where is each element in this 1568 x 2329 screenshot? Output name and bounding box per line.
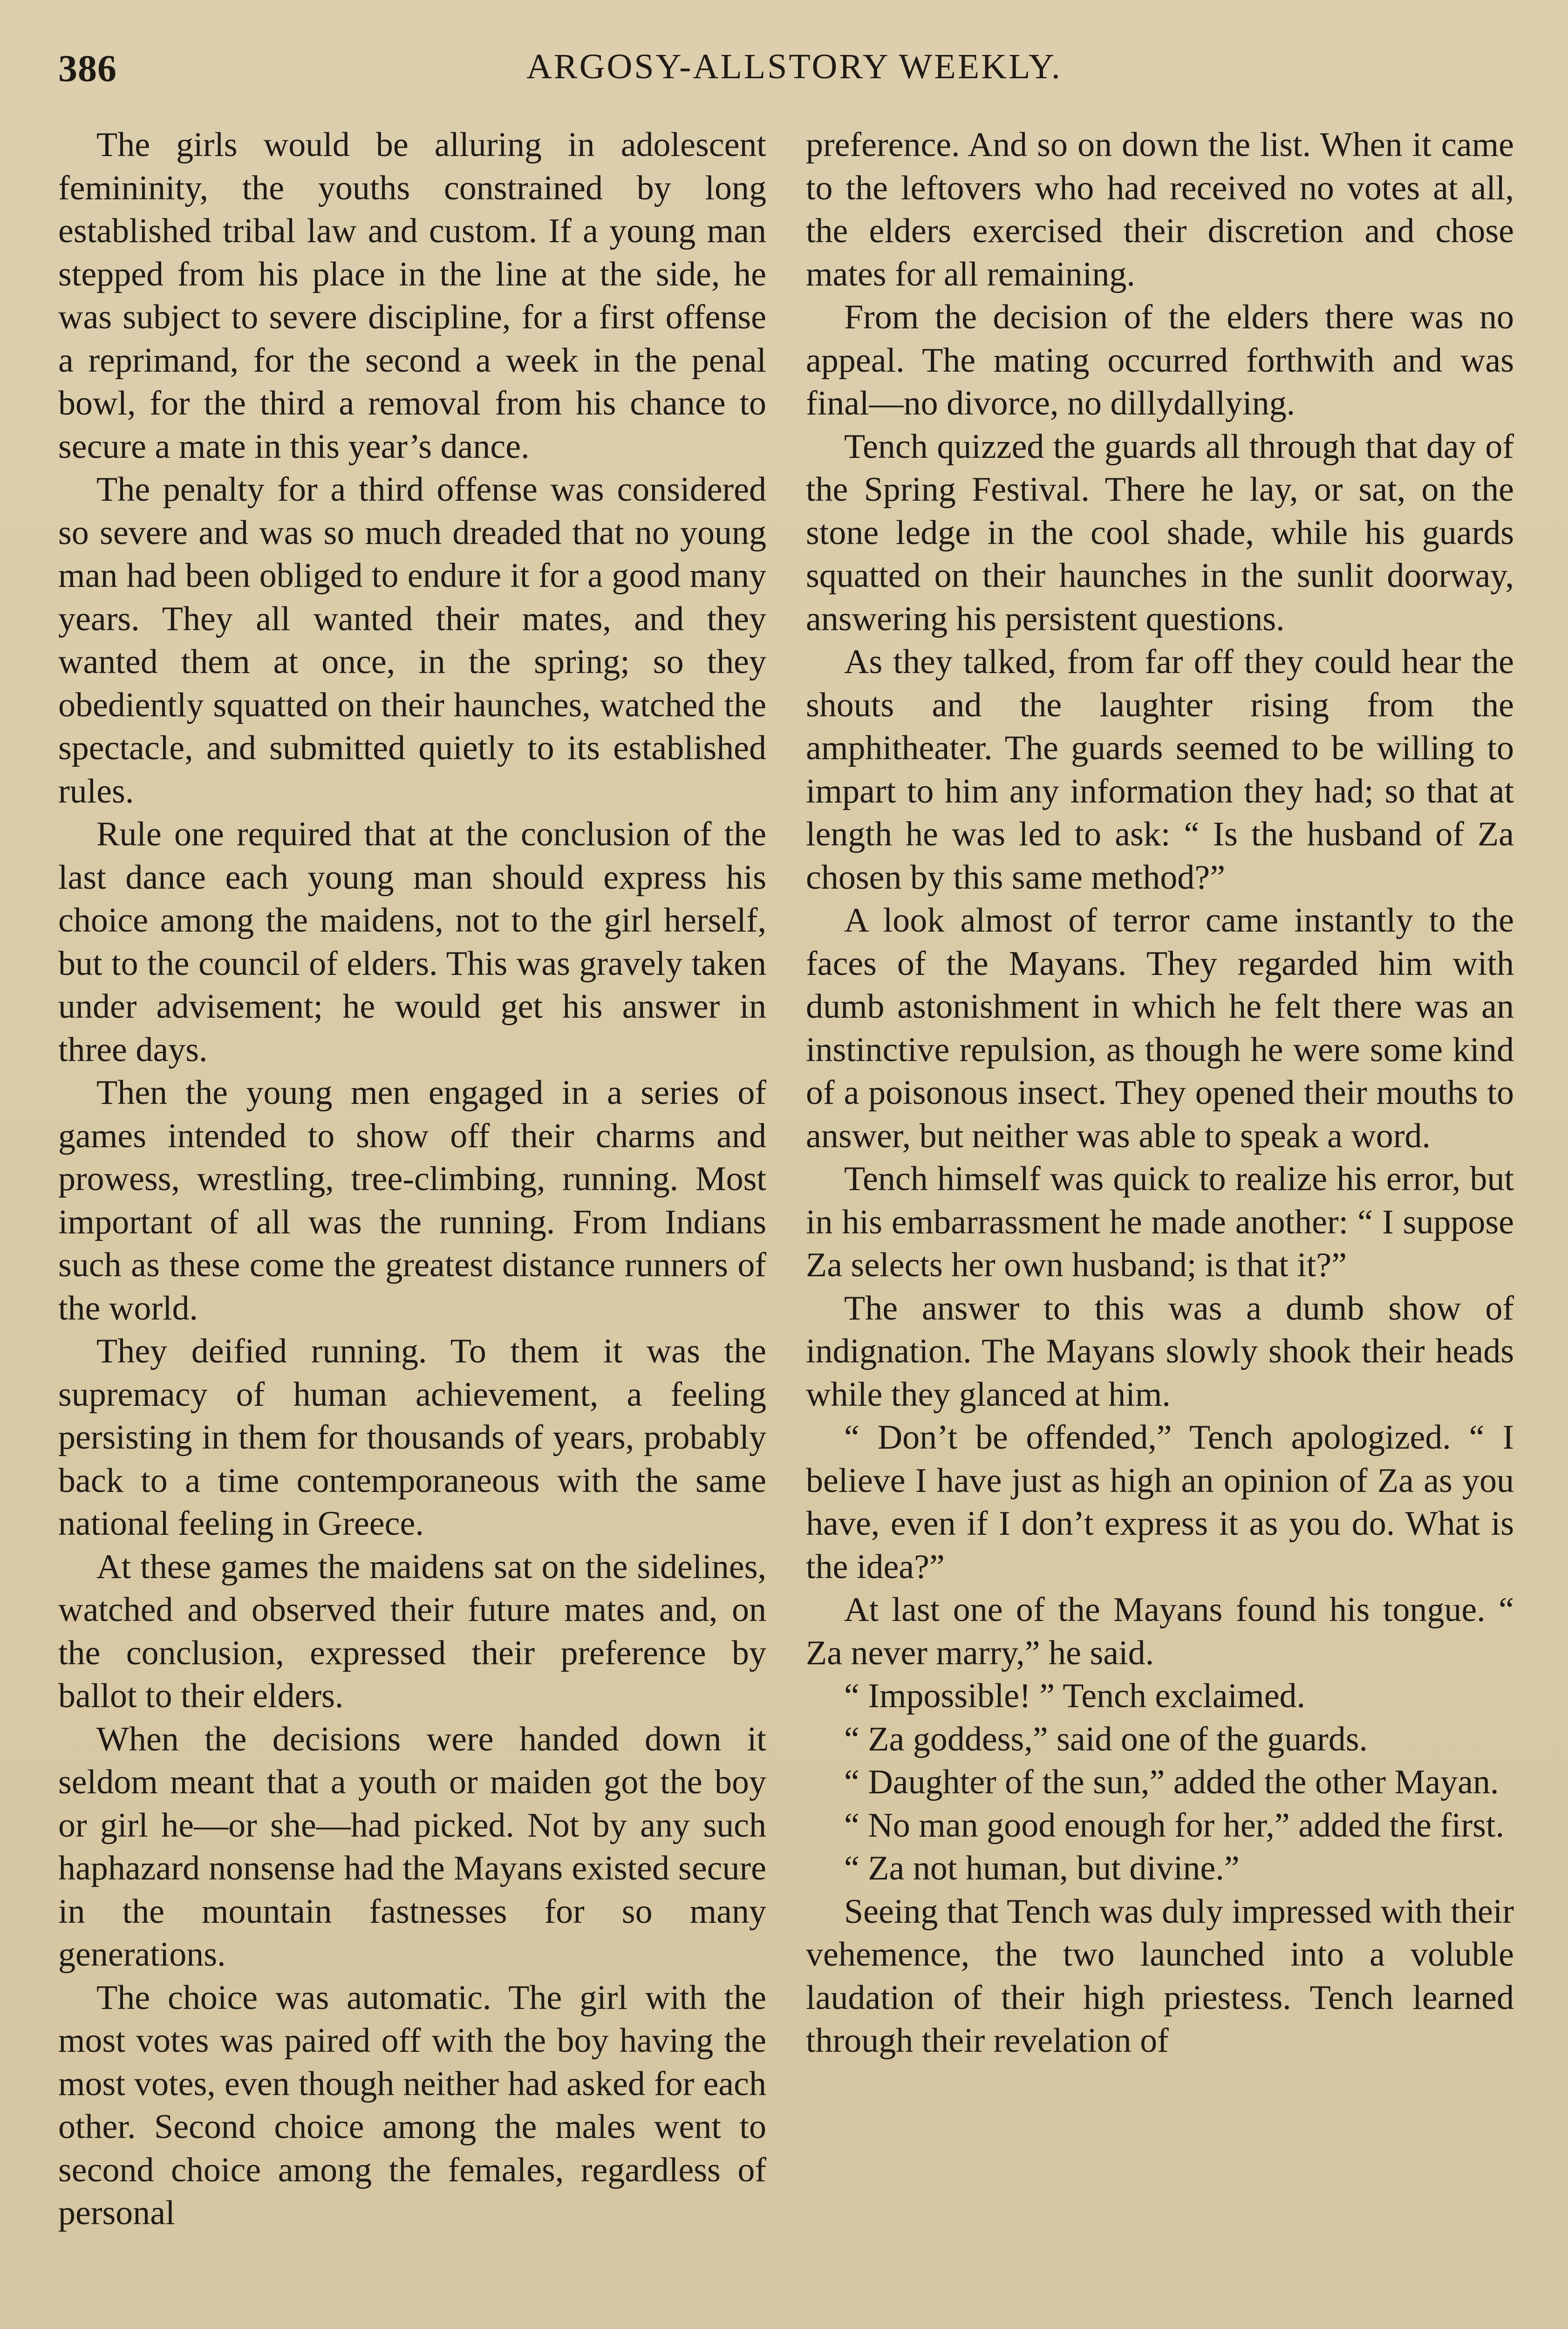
paragraph: “ Don’t be offended,” Tench apologized. “ I believe I have just as high an opinion of Za as you have, even if I don’t express it as you do. What is the idea?” — [806, 1418, 1514, 1586]
left-column — [58, 123, 766, 2329]
paragraph: Rule one required that at the conclusion of the last dance each young man should express his choice among the maidens, not to the girl herself, but to the council of elders. This was gravely taken under advisement; he would get his answer in three days. — [58, 815, 766, 1069]
right-column — [806, 123, 1514, 2329]
paragraph: Then the young men engaged in a series of games intended to show off their charms and prowess, wrestling, tree-climbing, running. Most important of all was the running. From Indians such as these come the greatest distance runners of the world. — [58, 1074, 766, 1328]
paragraph: When the decisions were handed down it seldom meant that a youth or maiden got the boy or girl he—or she—had picked. Not by any such haphazard nonsense had the Mayans existed secure in the mountain fastnesses for so many generations. — [58, 1720, 766, 1974]
paragraph: Tench quizzed the guards all through that day of the Spring Festival. There he lay, or sat, on the stone ledge in the cool shade, while his guards squatted on their haunches in the sunlit doorway, answering his persistent questions. — [806, 427, 1514, 638]
paragraph: “ Impossible! ” Tench exclaimed. — [844, 1677, 1306, 1715]
page-number: 386 — [58, 47, 117, 89]
paragraph: As they talked, from far off they could hear the shouts and the laughter rising from the amphitheater. The guards seemed to be willing to impart to him any information they had; so that at length he was led to ask: “ Is the husband of Za chosen by this same method?” — [806, 643, 1514, 897]
paragraph: At last one of the Mayans found his tongue. “ Za never marry,” he said. — [806, 1591, 1514, 1672]
paragraph: At these games the maidens sat on the sidelines, watched and observed their future mates and, on the conclusion, expressed their preference by ballot to their elders. — [58, 1547, 766, 1715]
paragraph: Seeing that Tench was duly impressed with their vehemence, the two launched into a voluble laudation of their high priestess. Tench learned through their revelation of — [806, 1892, 1514, 2060]
paragraph: “ Za goddess,” said one of the guards. — [844, 1720, 1368, 1758]
paragraph: Tench himself was quick to realize his error, but in his embarrassment he made another: “ I suppose Za selects her own husband; is that it?” — [806, 1160, 1514, 1284]
running-head: ARGOSY-ALLSTORY WEEKLY. — [526, 47, 1062, 86]
paragraph: “ No man good enough for her,” added the first. — [844, 1806, 1504, 1845]
paragraph: The penalty for a third offense was considered so severe and was so much dreaded that no young man had been obliged to endure it for a good many years. They all wanted their mates, and they wanted them at once, in the spring; so they obediently squatted on their haunches, watched the spectacle, and submitted quietly to its established rules. — [58, 470, 766, 810]
paragraph: The girls would be alluring in adolescent femininity, the youths constrained by long established tribal law and custom. If a young man stepped from his place in the line at the side, he was subject to severe discipline, for a first offense a reprimand, for the second a week in the penal bowl, for the third a removal from his chance to secure a mate in this year’s dance. — [58, 126, 766, 466]
paragraph: They deified running. To them it was the supremacy of human achievement, a feeling persisting in them for thousands of years, probably back to a time contemporaneous with the same national feeling in Greece. — [58, 1332, 766, 1543]
paragraph: “ Daughter of the sun,” added the other Mayan. — [844, 1763, 1499, 1801]
paragraph: The answer to this was a dumb show of indignation. The Mayans slowly shook their heads while they glanced at him. — [806, 1289, 1514, 1414]
paragraph: A look almost of terror came instantly to the faces of the Mayans. They regarded him with dumb astonishment in which he felt there was an instinctive repulsion, as though he were some kind of a poisonous insect. They opened their mouths to answer, but neither was able to speak a word. — [806, 901, 1514, 1155]
paragraph: “ Za not human, but divine.” — [844, 1849, 1240, 1887]
paragraph-continuation: preference. And so on down the list. When it came to the leftovers who had received no votes at all, the elders exercised their discretion and chose mates for all remaining. — [806, 126, 1514, 293]
paragraph: From the decision of the elders there was no appeal. The mating occurred forthwith and was final—no divorce, no dillydallying. — [806, 298, 1514, 422]
page-header — [58, 47, 1530, 98]
paragraph: The choice was automatic. The girl with the most votes was paired off with the boy having the most votes, even though neither had asked for each other. Second choice among the males went to second choice among the females, regardless of personal — [58, 1978, 766, 2232]
